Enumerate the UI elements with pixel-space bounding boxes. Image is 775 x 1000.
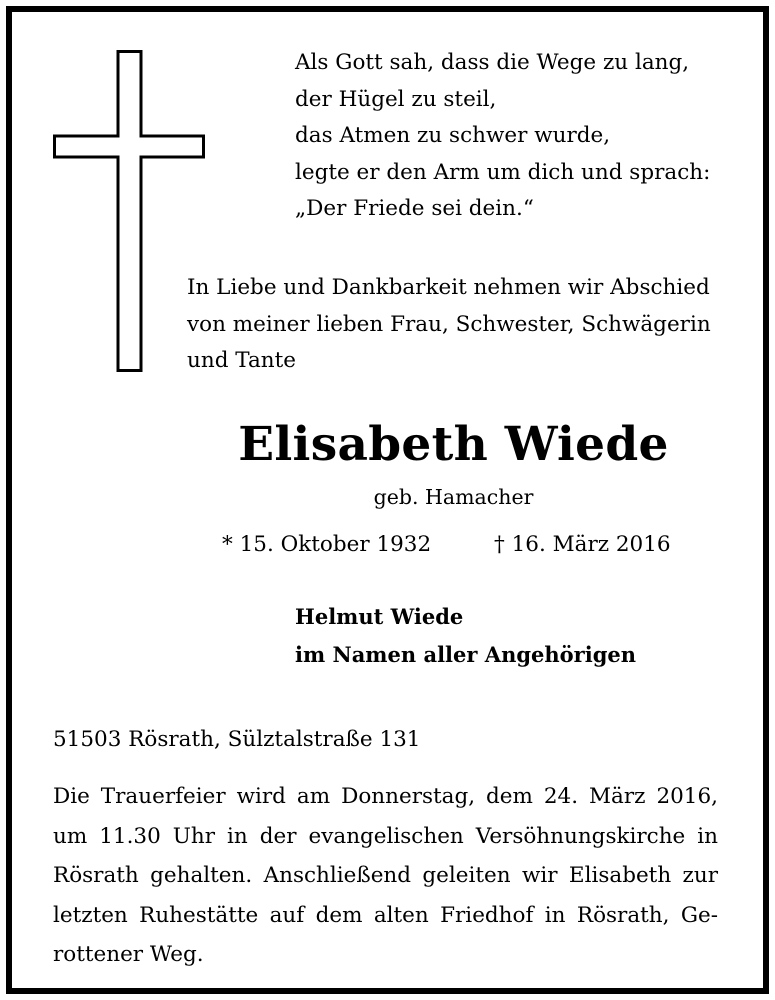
poem	[295, 45, 710, 228]
ceremony-line: um 11.30 Uhr in der evangelischen Versöhnungskirche in	[53, 823, 718, 849]
birth-date: * 15. Oktober 1932	[222, 532, 432, 557]
ceremony-line: Rösrath gehalten. Anschließend geleiten wir Elisabeth zur	[53, 863, 718, 888]
intro-line: In Liebe und Dankbarkeit nehmen wir Abschied	[187, 275, 710, 300]
ceremony-details	[53, 777, 718, 975]
birth-name: geb. Hamacher	[373, 485, 534, 509]
poem-line: der Hügel zu steil,	[295, 86, 497, 112]
cross-icon	[53, 50, 205, 372]
farewell-intro	[187, 270, 711, 380]
intro-line: von meiner lieben Frau, Schwester, Schwägerin	[187, 311, 711, 337]
signer-note: im Namen aller Angehörigen	[295, 642, 637, 667]
intro-line: und Tante	[187, 348, 296, 373]
death-date: † 16. März 2016	[494, 532, 671, 557]
poem-line: legte er den Arm um dich und sprach:	[295, 159, 711, 185]
ceremony-line: rottener Weg.	[53, 942, 204, 967]
ceremony-line: letzten Ruhestätte auf dem alten Friedhof in Rösrath, Ge-	[53, 902, 718, 928]
deceased-name: Elisabeth Wiede	[238, 417, 669, 472]
poem-line: „Der Friede sei dein.“	[295, 196, 534, 221]
signer-name: Helmut Wiede	[295, 604, 464, 629]
ceremony-line: Die Trauerfeier wird am Donnerstag, dem 24. März 2016,	[53, 784, 718, 809]
life-dates	[222, 528, 671, 562]
poem-line: Als Gott sah, dass die Wege zu lang,	[295, 50, 690, 75]
signers	[295, 598, 636, 674]
address: 51503 Rösrath, Sülztalstraße 131	[53, 727, 421, 752]
poem-line: das Atmen zu schwer wurde,	[295, 123, 611, 148]
